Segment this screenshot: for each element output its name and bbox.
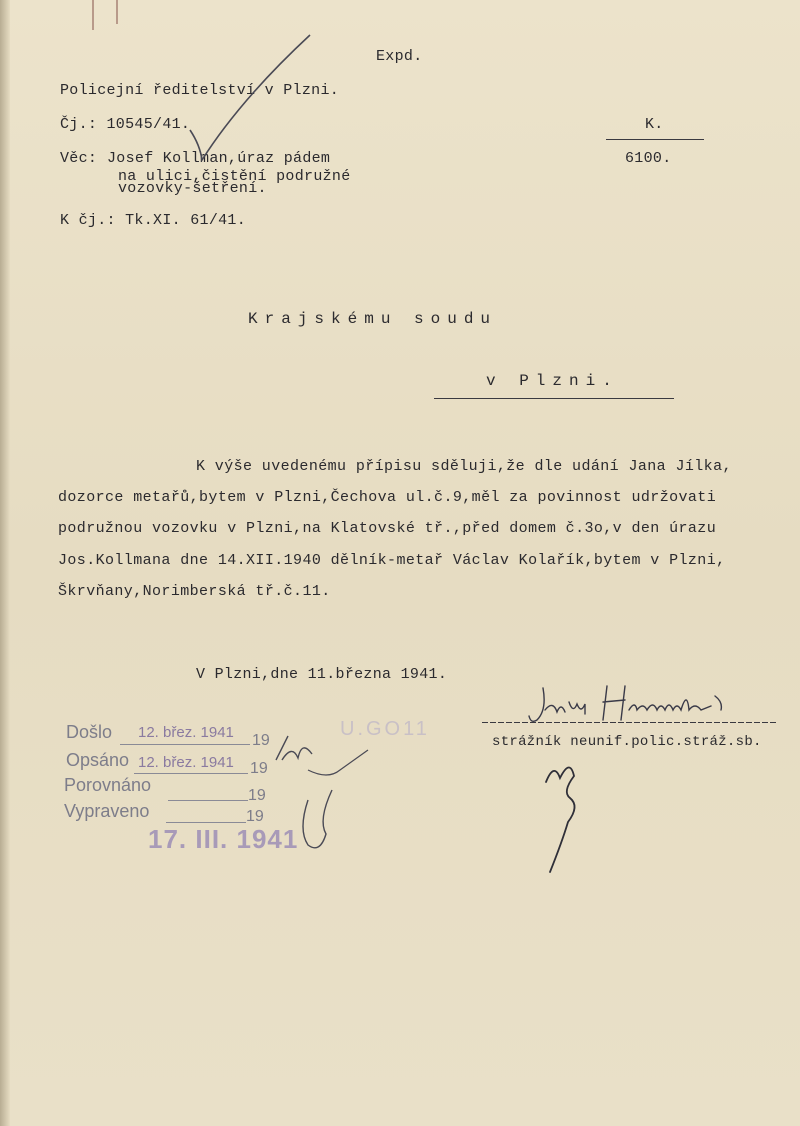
stamp-label-porovnano: Porovnáno (64, 775, 152, 795)
date-line: V Plzni,dne 11.března 1941. (196, 666, 448, 683)
stamp-line (166, 822, 246, 823)
stamp-line (120, 744, 250, 745)
body-line: podružnou vozovku v Plzni,na Klatovské tř.,před domem č.3o,v den úrazu (58, 520, 717, 537)
stamp-year-opsano: 19 (250, 760, 268, 777)
stamp-date-doslo: 12. břez. 1941 (138, 724, 234, 741)
address-rule (434, 398, 674, 399)
right-k-rule (606, 139, 704, 140)
expd-label: Expd. (376, 48, 423, 65)
addressee-line: Krajskému soudu (248, 310, 498, 328)
signer-title: strážník neunif.polic.stráž.sb. (492, 734, 762, 750)
stamp-label-opsano: Opsáno (66, 750, 130, 770)
right-number: 6100. (625, 150, 672, 167)
authority-name: Policejní ředitelství v Plzni. (60, 82, 340, 99)
stamp-faint-mark: U.GO11 (340, 718, 430, 740)
body-line: K výše uvedenému přípisu sděluji,že dle udání Jana Jílka, (196, 458, 732, 475)
addressee-city: v Plzni. (486, 372, 619, 390)
body-line: Škrvňany,Norimberská tř.č.11. (58, 583, 331, 600)
subject-line: vozovky-šetření. (118, 180, 267, 197)
page-edge-shadow (0, 0, 10, 1126)
stamp-line (134, 773, 248, 774)
stamp-big-date: 17. III. 1941 (148, 824, 299, 854)
stamp-label-doslo: Došlo (66, 722, 113, 742)
handwritten-stamp-marks (268, 730, 378, 870)
stamp-label-vypraveno: Vypraveno (64, 801, 150, 821)
stamp-year-vypraveno: 19 (246, 808, 264, 825)
stamp-year-porovnano: 19 (248, 787, 266, 804)
stamp-date-opsano: 12. břez. 1941 (138, 754, 234, 771)
stamp-year-doslo: 19 (252, 732, 270, 749)
top-margin-mark (116, 0, 118, 24)
subject-label: Věc: (60, 150, 98, 167)
right-k-label: K. (645, 116, 664, 133)
handwritten-initial (540, 752, 600, 882)
subject-line: na ulici,čistění podružné (118, 168, 351, 185)
subject-line: Josef Kollman,úraz pádem (107, 150, 331, 167)
body-line: dozorce metařů,bytem v Plzni,Čechova ul.č.9,měl za povinnost udržovati (58, 489, 717, 506)
stamp-line (168, 800, 248, 801)
signature-rule (482, 722, 778, 723)
reference-number: Čj.: 10545/41. (60, 116, 191, 133)
k-reference: K čj.: Tk.XI. 61/41. (60, 212, 247, 229)
body-line: Jos.Kollmana dne 14.XII.1940 dělník-metař Václav Kolařík,bytem v Plzni, (58, 552, 726, 569)
top-margin-mark (92, 0, 94, 30)
checkmark-icon (180, 30, 320, 170)
